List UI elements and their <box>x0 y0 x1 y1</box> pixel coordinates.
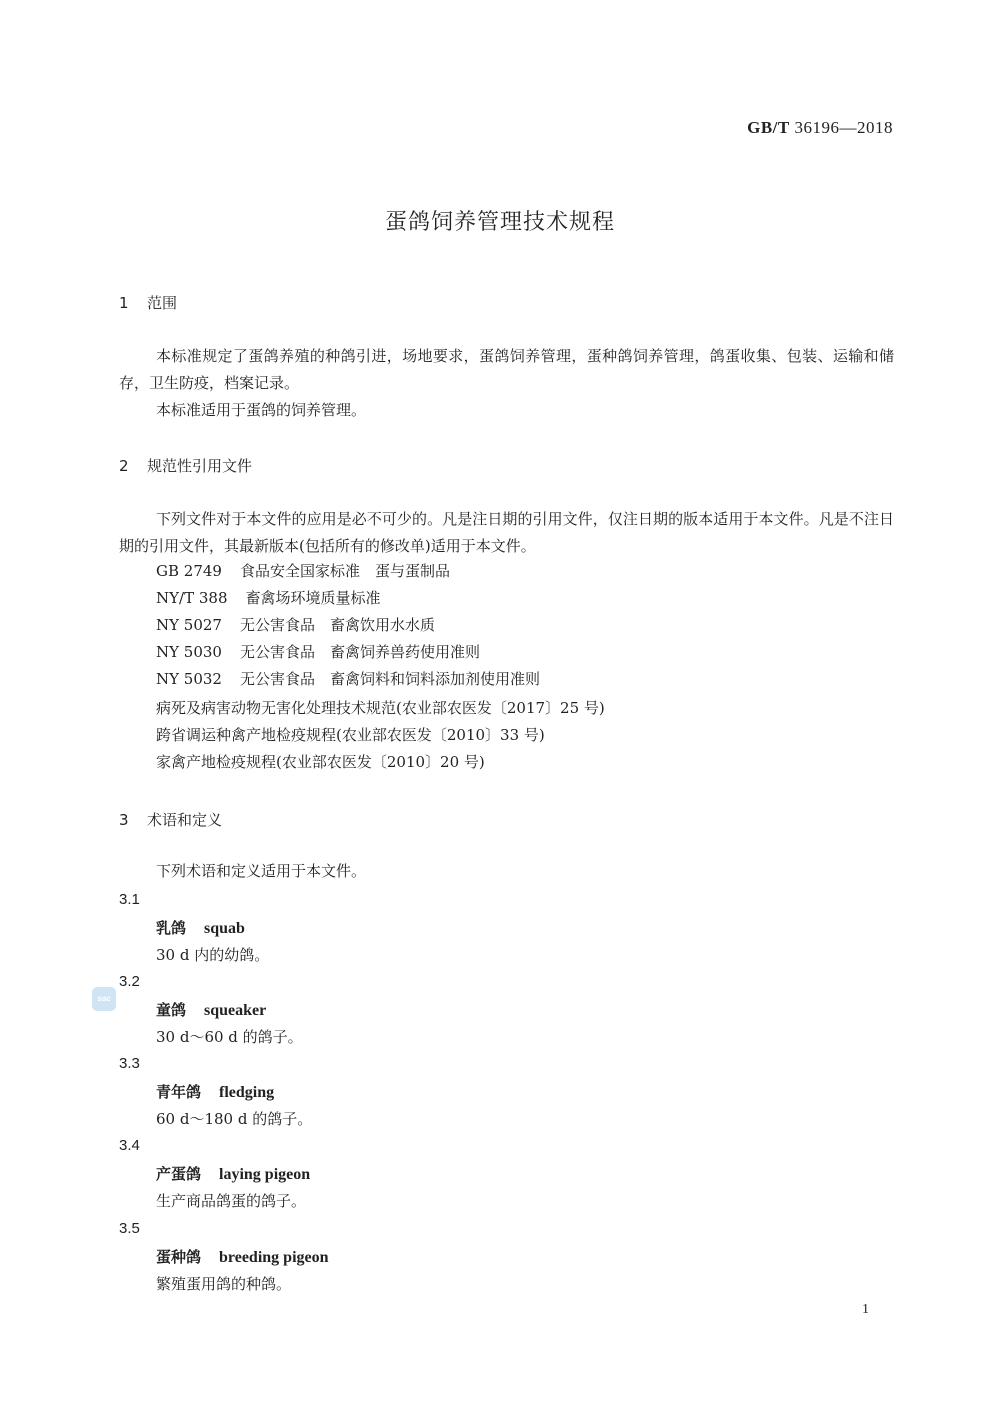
reference-item <box>156 668 540 689</box>
reference-title: 畜禽场环境质量标准 <box>245 589 381 607</box>
term-english: fledging <box>219 1084 275 1101</box>
term-heading <box>156 1081 274 1102</box>
term-chinese: 乳鸽 <box>156 919 187 937</box>
term-number: 3.2 <box>119 973 140 990</box>
reference-code: GB 2749 <box>156 562 222 580</box>
reference-title: 食品安全国家标准 蛋与蛋制品 <box>239 562 450 580</box>
reference-document: 家禽产地检疫规程(农业部农医发〔2010〕20 号) <box>156 753 485 771</box>
term-number: 3.1 <box>119 891 140 908</box>
reference-code: NY 5027 <box>156 616 222 634</box>
reference-code: NY/T 388 <box>156 589 228 607</box>
section-3-heading <box>119 809 222 830</box>
term-definition: 30 d 内的幼鸽。 <box>156 946 270 964</box>
section-number: 3 <box>119 811 129 829</box>
term-heading <box>156 1163 310 1184</box>
term-english: breeding pigeon <box>219 1249 329 1266</box>
standard-prefix: GB/T <box>747 118 790 137</box>
reference-title: 无公害食品 畜禽饮用水水质 <box>239 616 435 634</box>
reference-title: 无公害食品 畜禽饲料和饲料添加剂使用准则 <box>239 670 540 688</box>
document-title: 蛋鸽饲养管理技术规程 <box>384 210 615 235</box>
term-definition: 60 d～180 d 的鸽子。 <box>156 1110 313 1128</box>
term-number: 3.3 <box>119 1055 140 1072</box>
references-intro: 下列文件对于本文件的应用是必不可少的。凡是注日期的引用文件，仅注日期的版本适用于本文件。凡是不注日期的引用文件，其最新版本(包括所有的修改单)适用于本文件。 <box>119 510 894 555</box>
section-number: 2 <box>119 457 129 475</box>
reference-title: 无公害食品 畜禽饲养兽药使用准则 <box>239 643 480 661</box>
term-number: 3.5 <box>119 1220 140 1237</box>
reference-item <box>156 560 450 581</box>
section-title: 规范性引用文件 <box>147 457 253 475</box>
reference-code: NY 5032 <box>156 670 222 688</box>
term-heading <box>156 917 245 938</box>
reference-document: 病死及病害动物无害化处理技术规范(农业部农医发〔2017〕25 号) <box>156 699 605 717</box>
term-chinese: 童鸽 <box>156 1001 187 1019</box>
term-heading <box>156 999 266 1020</box>
reference-item <box>156 587 381 608</box>
reference-item <box>156 641 480 662</box>
term-number: 3.4 <box>119 1137 140 1154</box>
reference-document: 跨省调运种禽产地检疫规程(农业部农医发〔2010〕33 号) <box>156 726 545 744</box>
standard-code <box>747 118 893 138</box>
section-2-heading <box>119 455 252 476</box>
term-chinese: 青年鸽 <box>156 1083 202 1101</box>
term-chinese: 产蛋鸽 <box>156 1165 202 1183</box>
scope-paragraph-2: 本标准适用于蛋鸽的饲养管理。 <box>156 401 367 419</box>
reference-code: NY 5030 <box>156 643 222 661</box>
scope-paragraph-1: 本标准规定了蛋鸽养殖的种鸽引进，场地要求，蛋鸽饲养管理，蛋种鸽饲养管理，鸽蛋收集、包装、运输和储存，卫生防疫，档案记录。 <box>119 347 894 392</box>
section-1-heading <box>119 292 177 313</box>
term-heading <box>156 1246 329 1267</box>
terms-intro: 下列术语和定义适用于本文件。 <box>156 862 367 880</box>
section-title: 范围 <box>147 294 178 312</box>
term-definition: 生产商品鸽蛋的鸽子。 <box>156 1192 307 1210</box>
term-english: squeaker <box>204 1002 267 1019</box>
section-number: 1 <box>119 294 129 312</box>
standard-number: 36196—2018 <box>794 118 893 137</box>
section-title: 术语和定义 <box>147 811 223 829</box>
term-definition: 繁殖蛋用鸽的种鸽。 <box>156 1275 292 1293</box>
term-english: laying pigeon <box>219 1166 311 1183</box>
page-number: 1 <box>862 1302 869 1317</box>
reference-item <box>156 614 435 635</box>
term-chinese: 蛋种鸽 <box>156 1248 202 1266</box>
term-definition: 30 d～60 d 的鸽子。 <box>156 1028 303 1046</box>
sac-watermark-logo: sac <box>92 987 116 1011</box>
term-english: squab <box>204 920 245 937</box>
